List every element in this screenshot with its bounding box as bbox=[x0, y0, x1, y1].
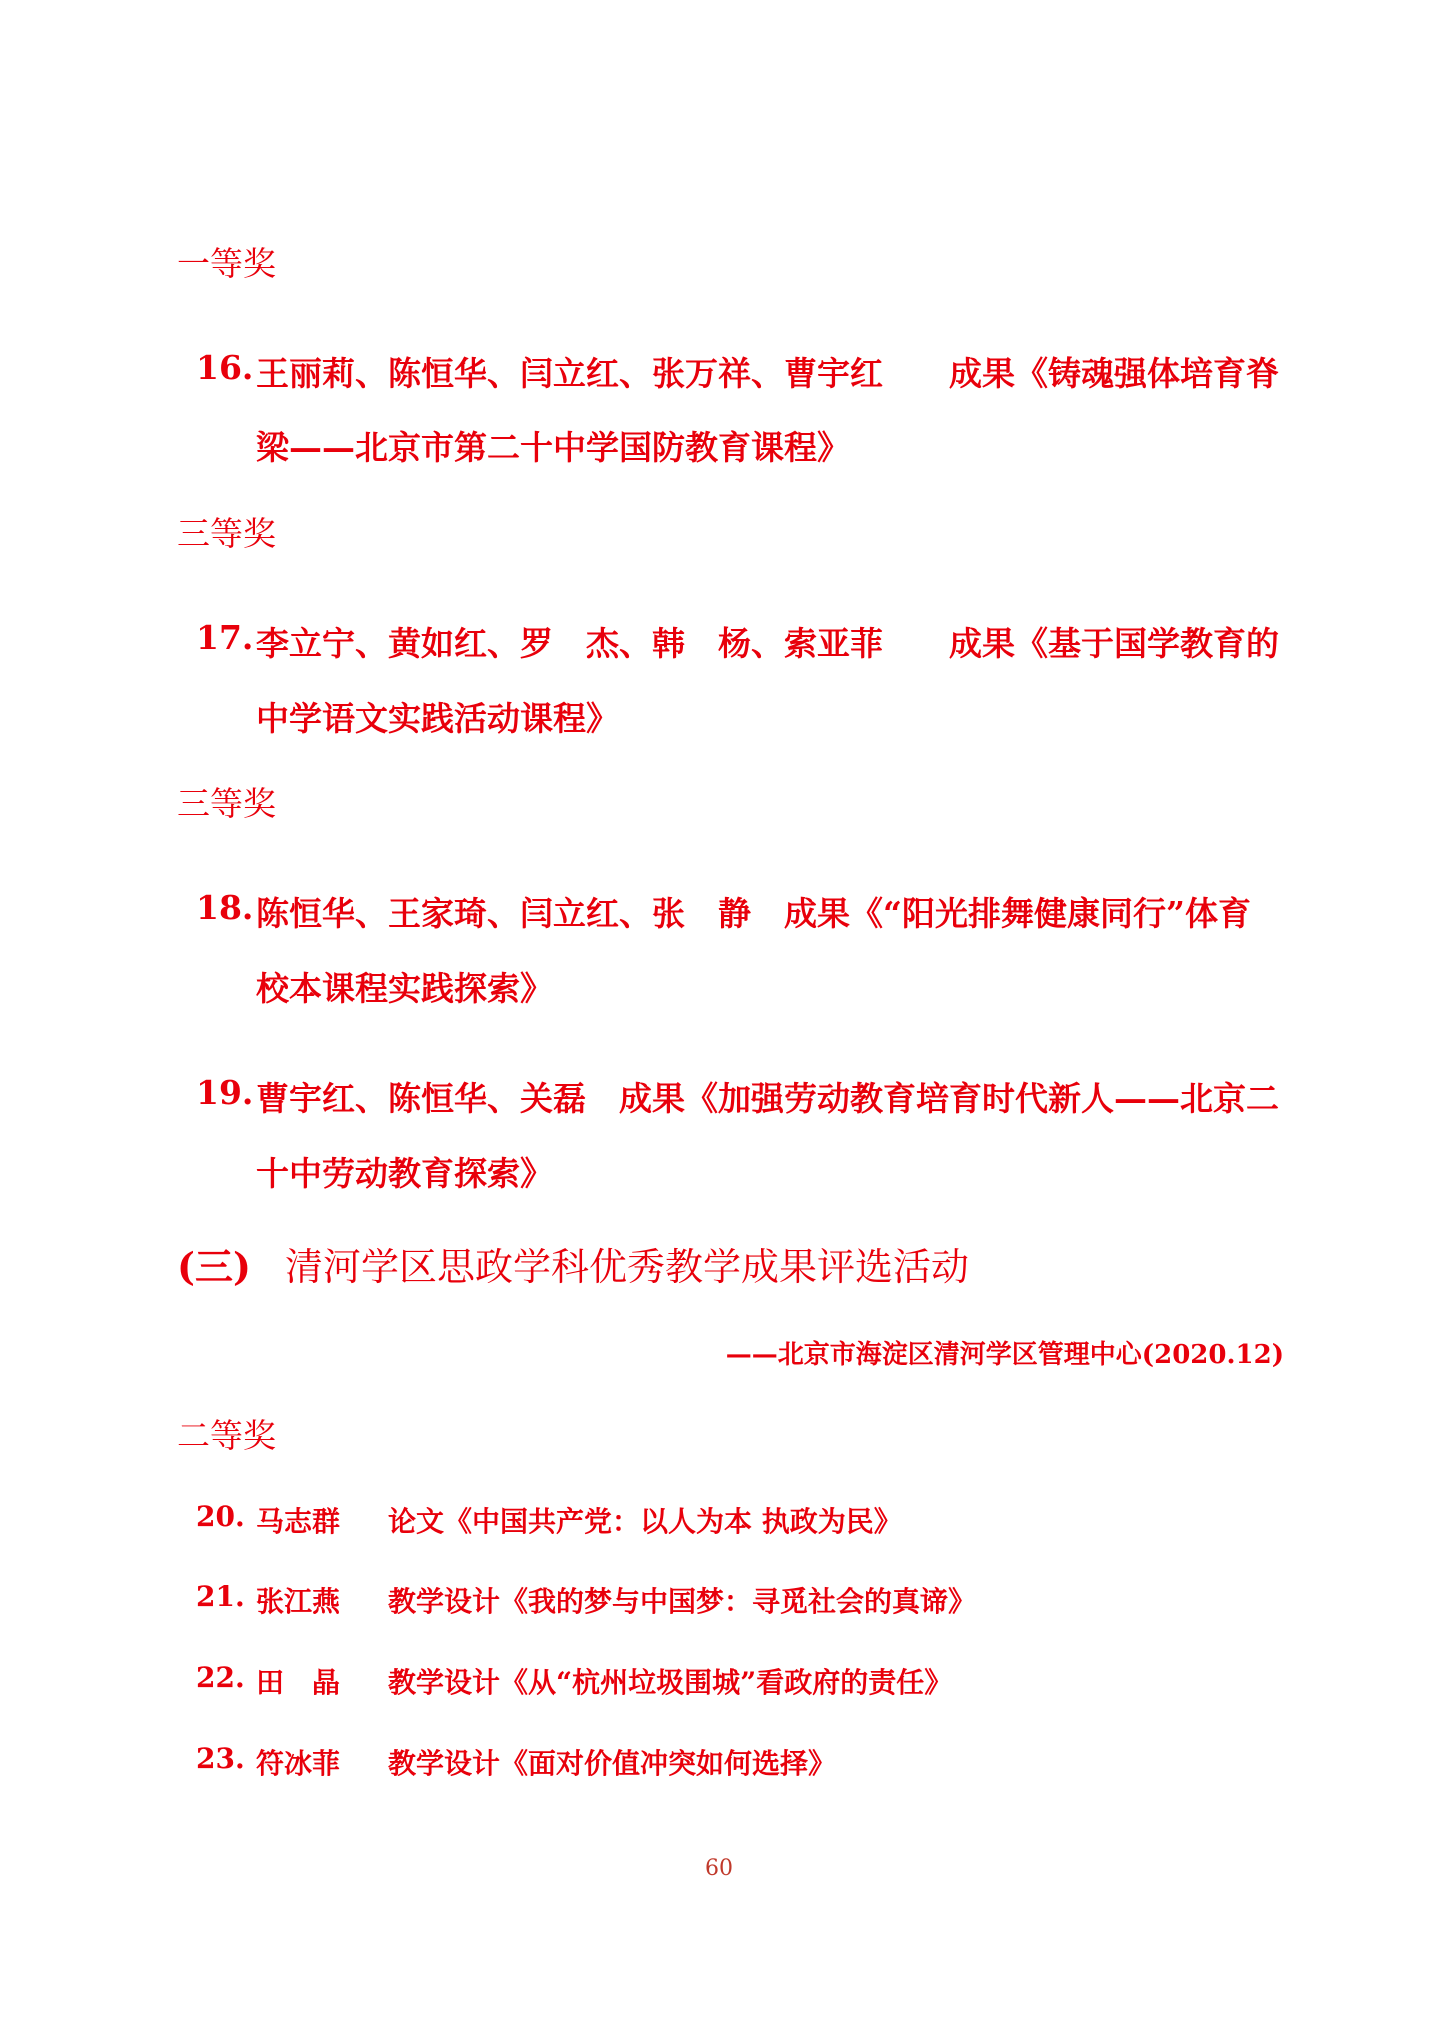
entry-19-number: 19. bbox=[196, 1073, 254, 1112]
entry-21-name: 张江燕 bbox=[256, 1585, 341, 1618]
page-number: 60 bbox=[705, 1856, 733, 1881]
section-title: 清河学区思政学科优秀教学成果评选活动 bbox=[284, 1245, 969, 1289]
entry-19-line-2: 十中劳动教育探索》 bbox=[256, 1154, 553, 1193]
entry-16-line-1: 王丽莉、陈恒华、闫立红、张万祥、曹宇红 成果《铸魂强体培育脊 bbox=[256, 354, 1279, 393]
entry-17-number: 17. bbox=[196, 618, 254, 657]
entry-20-number: 20. bbox=[196, 1500, 245, 1533]
entry-22-name: 田 晶 bbox=[256, 1666, 341, 1699]
entry-19-line-1: 曹宇红、陈恒华、关磊 成果《加强劳动教育培育时代新人——北京二 bbox=[256, 1079, 1279, 1118]
entry-23-name: 符冰菲 bbox=[256, 1747, 341, 1780]
entry-18-line-2: 校本课程实践探索》 bbox=[256, 969, 553, 1008]
entry-18-line-1: 陈恒华、王家琦、闫立红、张 静 成果《“阳光排舞健康同行”体育 bbox=[256, 894, 1251, 933]
entry-16-number: 16. bbox=[196, 348, 254, 387]
entry-18-number: 18. bbox=[196, 888, 254, 927]
entry-21-work: 教学设计《我的梦与中国梦：寻觅社会的真谛》 bbox=[388, 1585, 977, 1618]
entry-23-work: 教学设计《面对价值冲突如何选择》 bbox=[388, 1747, 837, 1780]
section-number: (三) bbox=[177, 1244, 251, 1289]
award-level-first: 一等奖 bbox=[177, 244, 276, 283]
entry-22-work: 教学设计《从“杭州垃圾围城”看政府的责任》 bbox=[388, 1666, 953, 1699]
entry-16-line-2: 梁——北京市第二十中学国防教育课程》 bbox=[256, 428, 850, 467]
entry-22-number: 22. bbox=[196, 1661, 245, 1694]
entry-23-number: 23. bbox=[196, 1742, 245, 1775]
section-heading bbox=[177, 1236, 969, 1291]
entry-20-name: 马志群 bbox=[256, 1505, 341, 1538]
entry-17-line-2: 中学语文实践活动课程》 bbox=[256, 699, 619, 738]
award-level-second: 二等奖 bbox=[177, 1416, 276, 1455]
section-source: ——北京市海淀区清河学区管理中心(2020.12) bbox=[725, 1340, 1284, 1370]
entry-17-line-1: 李立宁、黄如红、罗 杰、韩 杨、索亚菲 成果《基于国学教育的 bbox=[256, 624, 1279, 663]
award-level-third: 三等奖 bbox=[177, 784, 276, 823]
entry-21-number: 21. bbox=[196, 1580, 245, 1613]
award-level-third: 三等奖 bbox=[177, 514, 276, 553]
entry-20-work: 论文《中国共产党：以人为本 执政为民》 bbox=[388, 1505, 902, 1538]
